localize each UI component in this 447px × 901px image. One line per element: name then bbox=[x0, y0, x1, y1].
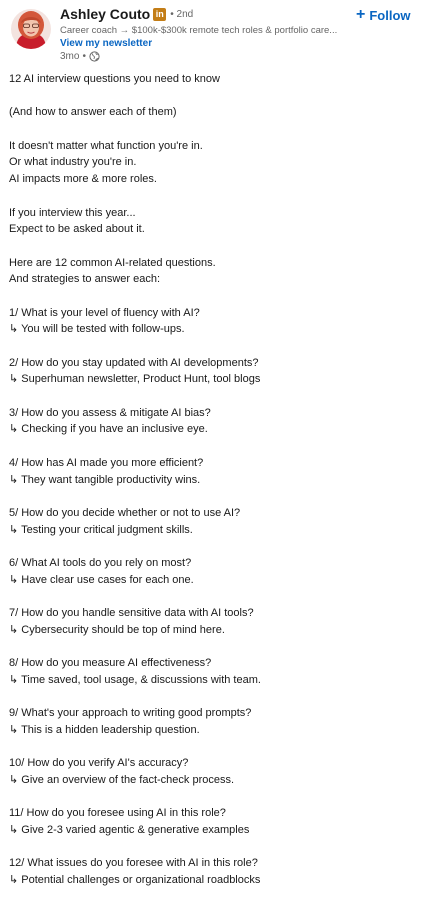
post-line: If you interview this year... bbox=[9, 206, 136, 219]
post-line: 11/ How do you foresee using AI in this role? bbox=[9, 807, 226, 820]
blank-line bbox=[9, 438, 439, 455]
newsletter-link[interactable]: View my newsletter bbox=[60, 38, 153, 49]
post-line: 8/ How do you measure AI effectiveness? bbox=[9, 657, 212, 670]
post-line: 6/ What AI tools do you rely on most? bbox=[9, 556, 192, 569]
post-line: ↳ Cybersecurity should be top of mind here. bbox=[9, 623, 225, 636]
post-meta bbox=[60, 51, 100, 62]
post-line: 10/ How do you verify AI's accuracy? bbox=[9, 757, 189, 770]
post-text bbox=[9, 71, 439, 889]
blank-line bbox=[9, 688, 439, 705]
post-line: ↳ Superhuman newsletter, Product Hunt, tool blogs bbox=[9, 373, 261, 386]
post-line: (And how to answer each of them) bbox=[9, 106, 177, 119]
post-time: 3mo bbox=[60, 51, 80, 62]
author-name-row bbox=[60, 6, 193, 22]
premium-badge-icon: in bbox=[153, 8, 166, 21]
post-line: And strategies to answer each: bbox=[9, 273, 161, 286]
globe-icon bbox=[89, 51, 100, 62]
blank-line bbox=[9, 588, 439, 605]
post-line: 1/ What is your level of fluency with AI? bbox=[9, 306, 200, 319]
post-line: AI impacts more & more roles. bbox=[9, 173, 157, 186]
avatar[interactable] bbox=[11, 9, 51, 49]
post-line: 9/ What's your approach to writing good prompts? bbox=[9, 707, 252, 720]
blank-line bbox=[9, 188, 439, 205]
author-headline: Career coach → $100k-$300k remote tech roles & portfolio care... bbox=[60, 25, 338, 36]
post-line: ↳ Time saved, tool usage, & discussions with team. bbox=[9, 673, 261, 686]
connection-degree: • 2nd bbox=[170, 8, 194, 20]
post-line: 5/ How do you decide whether or not to use AI? bbox=[9, 506, 241, 519]
blank-line bbox=[9, 338, 439, 355]
blank-line bbox=[9, 789, 439, 806]
post-line: Expect to be asked about it. bbox=[9, 223, 145, 236]
post-line: 3/ How do you assess & mitigate AI bias? bbox=[9, 406, 211, 419]
post-line: 2/ How do you stay updated with AI developments? bbox=[9, 356, 259, 369]
post-line: ↳ Potential challenges or organizational roadblocks bbox=[9, 874, 261, 886]
post-line: ↳ Give an overview of the fact-check process. bbox=[9, 773, 235, 786]
post-line: ↳ Give 2-3 varied agentic & generative examples bbox=[9, 823, 250, 836]
blank-line bbox=[9, 288, 439, 305]
meta-separator: • bbox=[82, 51, 86, 62]
post-line: 4/ How has AI made you more efficient? bbox=[9, 456, 204, 469]
post-header bbox=[0, 0, 447, 70]
post-line: ↳ You will be tested with follow-ups. bbox=[9, 323, 185, 336]
blank-line bbox=[9, 488, 439, 505]
plus-icon: + bbox=[356, 6, 366, 23]
blank-line bbox=[9, 839, 439, 856]
post-line: 12 AI interview questions you need to know bbox=[9, 73, 220, 85]
author-name[interactable]: Ashley Couto bbox=[60, 6, 151, 22]
blank-line bbox=[9, 88, 439, 105]
blank-line bbox=[9, 238, 439, 255]
follow-label: Follow bbox=[369, 7, 411, 23]
post-line: It doesn't matter what function you're in. bbox=[9, 139, 203, 152]
blank-line bbox=[9, 388, 439, 405]
blank-line bbox=[9, 739, 439, 756]
post-line: ↳ This is a hidden leadership question. bbox=[9, 723, 200, 736]
avatar-image bbox=[11, 9, 51, 49]
post-line: 12/ What issues do you foresee with AI in this role? bbox=[9, 857, 258, 870]
follow-button[interactable] bbox=[356, 5, 411, 25]
post-line: ↳ They want tangible productivity wins. bbox=[9, 473, 201, 486]
blank-line bbox=[9, 638, 439, 655]
post-line: ↳ Checking if you have an inclusive eye. bbox=[9, 423, 208, 436]
post-line: Or what industry you're in. bbox=[9, 156, 137, 169]
post-line: Here are 12 common AI-related questions. bbox=[9, 256, 216, 269]
post-line: 7/ How do you handle sensitive data with AI tools? bbox=[9, 607, 254, 619]
blank-line bbox=[9, 538, 439, 555]
blank-line bbox=[9, 121, 439, 138]
post-line: ↳ Testing your critical judgment skills. bbox=[9, 523, 193, 536]
post-line: ↳ Have clear use cases for each one. bbox=[9, 573, 194, 586]
